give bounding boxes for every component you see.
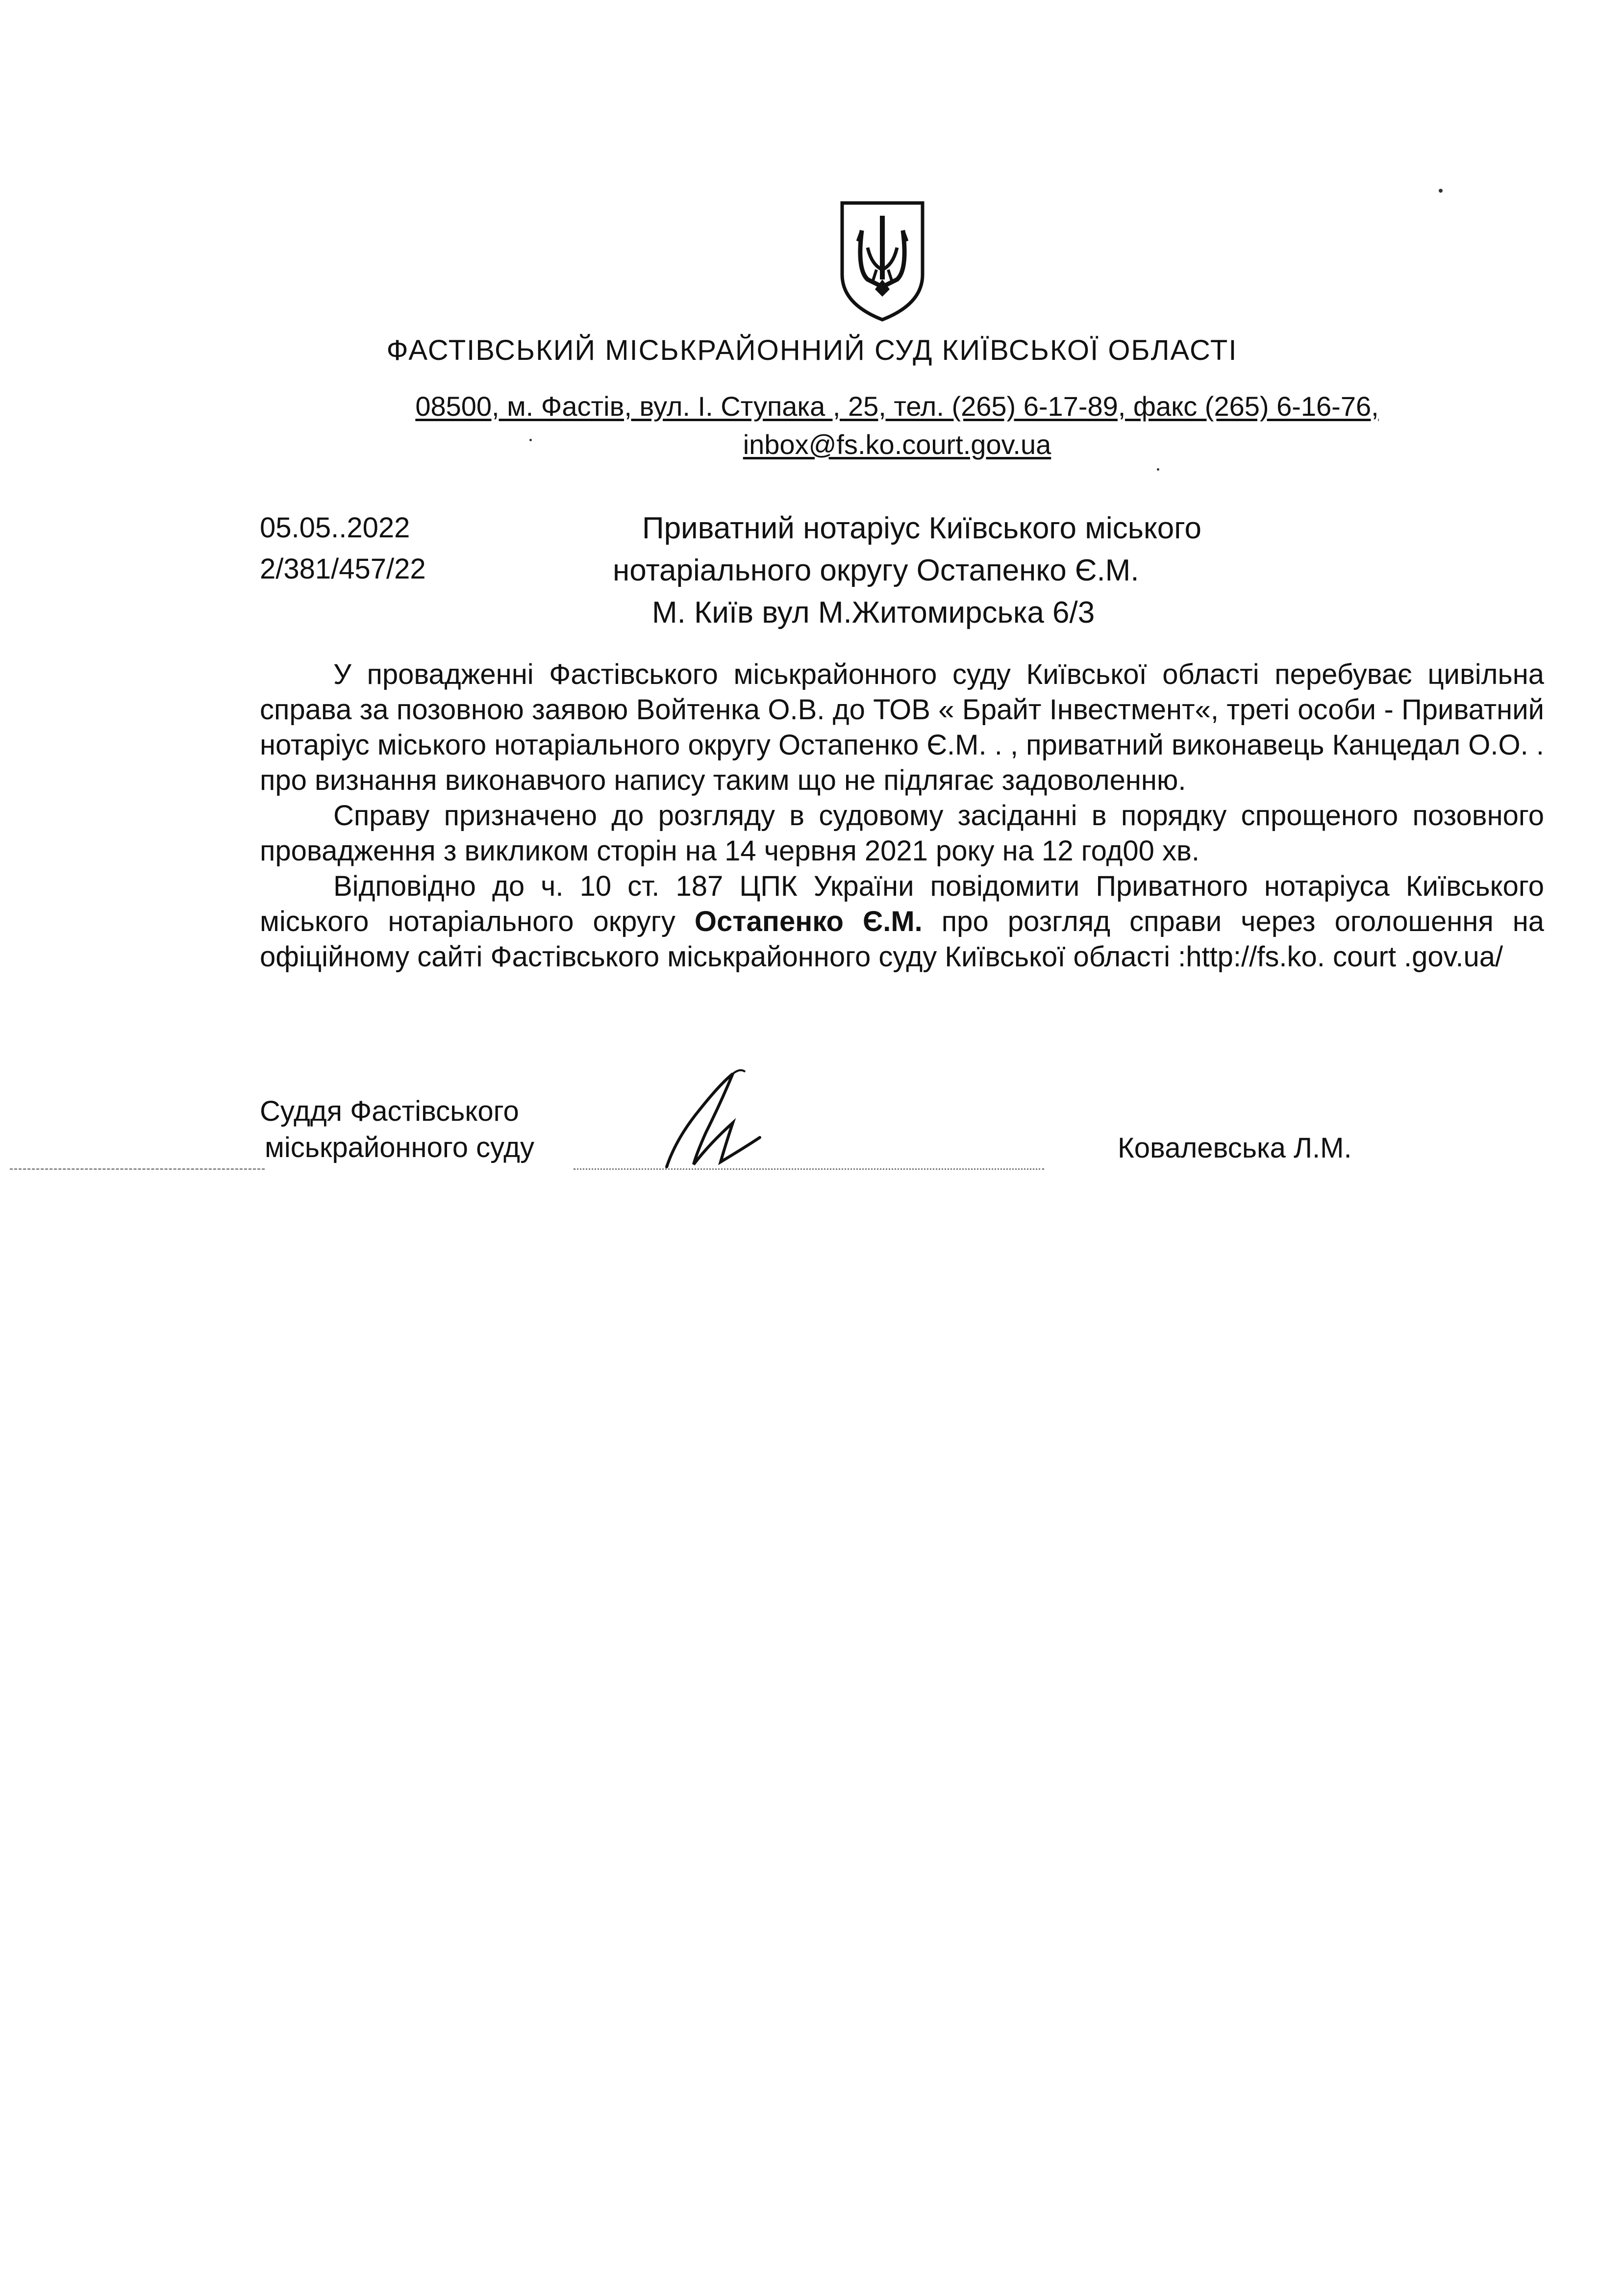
letter-date: 05.05..2022 <box>260 512 410 544</box>
body-paragraph-2: Справу призначено до розгляду в судовому засіданні в порядку спрощеного позовного провадження з викликом сторін на 14 червня 2021 року на 12 год00 хв. <box>260 800 1544 867</box>
letter-body <box>260 657 1544 975</box>
address-line: 08500, м. Фастів, вул. І. Ступака , 25, тел. (265) 6-17-89, факс (265) 6-16-76, <box>415 391 1379 422</box>
body-paragraph-3 <box>260 869 1544 975</box>
recipient-line-2: нотаріального округу Остапенко Є.М. <box>613 554 1139 587</box>
court-name: ФАСТІВСЬКИЙ МІСЬКРАЙОННИЙ СУД КИЇВСЬКОЇ ОБЛАСТІ <box>386 334 1238 366</box>
court-email: inbox@fs.ko.court.gov.ua <box>743 429 1051 460</box>
reference-number: 2/381/457/22 <box>260 553 426 585</box>
paragraph-3-start: Відповідно до ч. 10 ст. 187 ЦПК України повідомити Приватного нотаріуса Київського міського нотаріального округу <box>260 870 1544 937</box>
court-address <box>245 387 1549 464</box>
scan-speck <box>1439 189 1443 193</box>
trident-coat-of-arms-icon <box>833 196 931 324</box>
recipient-line-1: Приватний нотаріус Київського міського <box>642 511 1202 545</box>
scan-speck <box>529 439 532 441</box>
judge-title-line-2: міськрайонного суду <box>265 1132 535 1163</box>
paragraph-3-end: про розгляд справи через оголошення на офіційному сайті Фастівського міськрайонного суду Київської області :http://fs.ko. court .gov.ua/ <box>260 906 1545 973</box>
recipient-line-3: М. Київ вул М.Житомирська 6/3 <box>652 596 1095 630</box>
notary-name-bold: Остапенко Є.М. <box>694 906 923 937</box>
judge-title-line-1: Суддя Фастівського <box>260 1095 519 1127</box>
judge-title <box>260 1093 534 1166</box>
judge-name: Ковалевська Л.М. <box>1118 1132 1352 1164</box>
handwritten-signature-icon <box>647 1064 794 1177</box>
letter-meta <box>260 507 426 590</box>
scan-artifact-line <box>10 1168 265 1170</box>
recipient-block <box>613 507 1201 634</box>
body-paragraph-1: У провадженні Фастівського міськрайонного суду Київської області перебуває цивільна справа за позовною заявою Войтенка О.В. до ТОВ « Брайт Інвестмент«, треті особи - Приватний нотаріус міського нотаріального округу Остапенко Є.М. . , приватний виконавець Канцедал О.О. . про визнання виконавчого напису таким що не підлягає задоволенню. <box>260 658 1544 796</box>
signature-line <box>574 1168 1044 1170</box>
scan-speck <box>1157 468 1159 471</box>
